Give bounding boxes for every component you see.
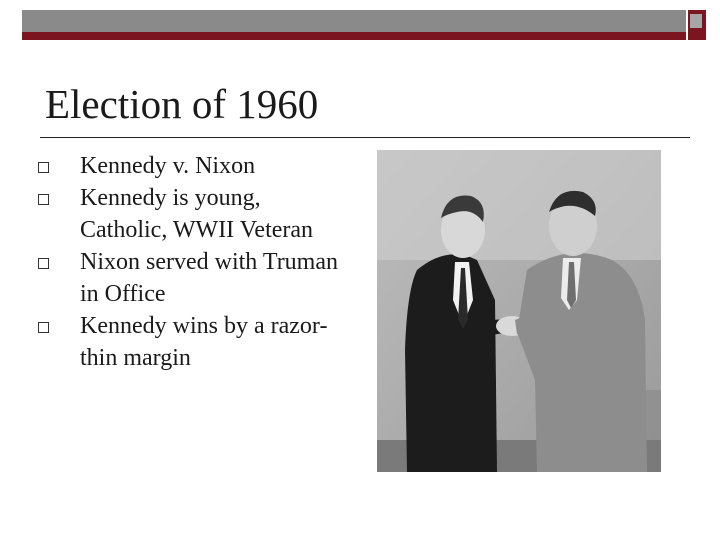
list-item bbox=[38, 150, 338, 182]
top-decorative-band bbox=[22, 10, 690, 40]
bullet-text: Kennedy wins by a razor-thin margin bbox=[80, 313, 328, 371]
bullet-text: Kennedy is young, Catholic, WWII Veteran bbox=[80, 185, 314, 243]
list-item bbox=[38, 182, 338, 246]
band-accent-stripe bbox=[22, 32, 690, 40]
square-bullet-icon bbox=[38, 258, 49, 269]
list-item bbox=[38, 246, 338, 310]
bullet-text: Kennedy v. Nixon bbox=[80, 153, 256, 179]
band-end-box-inner bbox=[690, 14, 702, 28]
title-divider bbox=[40, 137, 690, 138]
square-bullet-icon bbox=[38, 162, 49, 173]
band-gray-stripe bbox=[22, 10, 690, 32]
square-bullet-icon bbox=[38, 322, 49, 333]
photo-illustration bbox=[377, 150, 661, 472]
slide-title: Election of 1960 bbox=[45, 81, 319, 127]
bullet-list bbox=[38, 150, 338, 374]
list-item bbox=[38, 310, 338, 374]
handshake-photo bbox=[377, 150, 661, 472]
bullet-text: Nixon served with Truman in Office bbox=[80, 249, 338, 307]
square-bullet-icon bbox=[38, 194, 49, 205]
